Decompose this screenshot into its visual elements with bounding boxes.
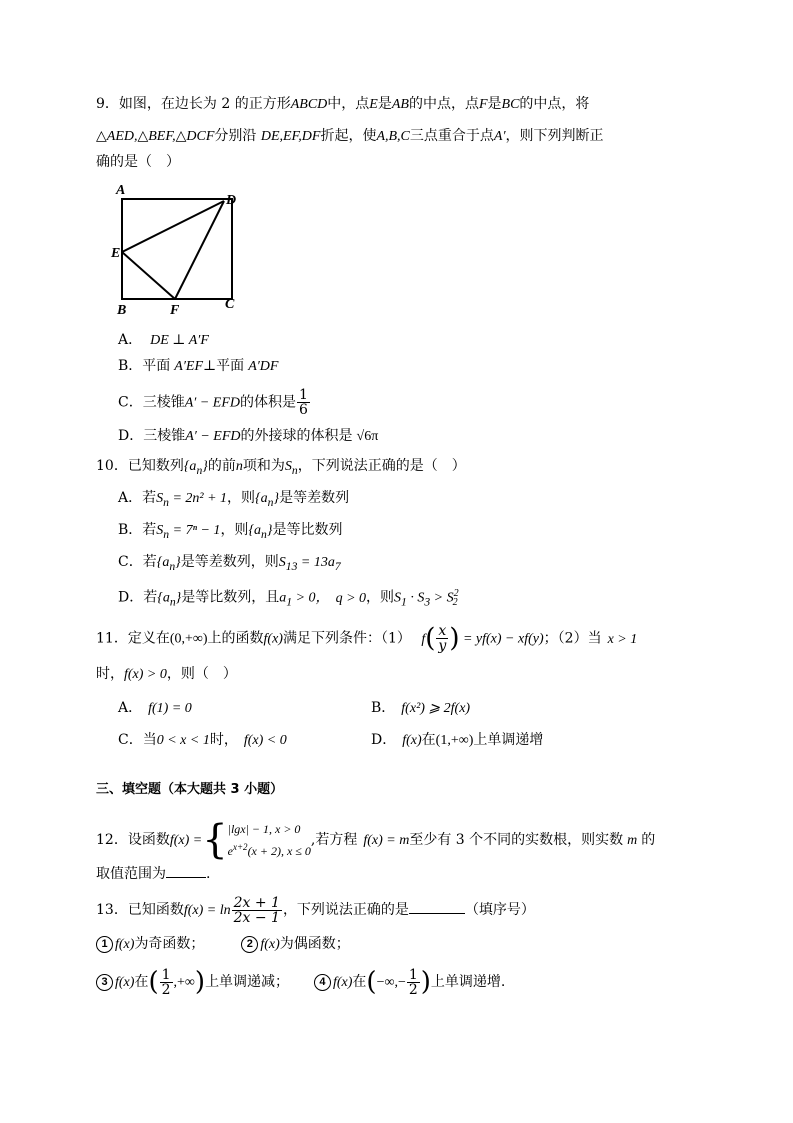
sub: 2 — [452, 597, 458, 609]
q9-text: 是 — [377, 96, 392, 112]
q13-options-row1 — [96, 934, 350, 955]
q11-interval: (0,+∞) — [169, 631, 208, 647]
q13-func: f(x) — [115, 975, 135, 990]
segment-ed — [122, 201, 224, 252]
q11-option-c — [118, 730, 287, 751]
q9-option-b — [118, 356, 278, 377]
sub: n — [163, 527, 170, 541]
q9-points: A,B,C — [376, 129, 410, 144]
square-figure — [108, 184, 248, 323]
q9-point-a-prime: A′ — [493, 129, 506, 144]
option-label: C．三棱锥 — [118, 394, 185, 411]
fraction-one-half — [160, 968, 173, 997]
q10-stem — [96, 456, 466, 481]
q11-func: f — [421, 631, 426, 647]
case-2-base: e — [227, 844, 233, 858]
q11-option-b — [371, 698, 470, 719]
answer-blank[interactable] — [409, 913, 465, 914]
fraction-one-half — [407, 968, 420, 997]
q11-text: 上的函数 — [207, 630, 264, 647]
q9-fold-lines: DE,EF,DF — [260, 129, 321, 144]
q10-text: ，下列说法正确的是（ ） — [297, 458, 466, 474]
option-label: D．若 — [118, 589, 158, 606]
option-text: 在 — [421, 732, 436, 748]
math: } — [175, 590, 182, 606]
answer-blank[interactable] — [166, 877, 206, 878]
fraction-denominator: 2x − 1 — [233, 909, 280, 926]
q10-text: 的前 — [207, 458, 236, 474]
math: > 0， — [292, 590, 330, 606]
q11-text: 满足下列条件：（1） — [282, 630, 411, 647]
paren: ( — [148, 967, 159, 997]
q9-text: 分别沿 — [214, 128, 257, 144]
q13-options-row2 — [96, 966, 505, 999]
q12-text: 取值范围为 — [96, 866, 166, 882]
math: S — [278, 555, 286, 570]
piecewise-cases — [228, 820, 311, 860]
option-math: √6π — [356, 429, 379, 444]
math: · S — [406, 590, 425, 606]
case-1: |lgx| − 1, x > 0 — [227, 822, 301, 836]
seq-close: } — [202, 459, 208, 474]
math: = 2n² + 1 — [168, 491, 228, 506]
sub: 1 — [401, 595, 407, 609]
fraction-numerator: x — [436, 624, 448, 639]
q13-text: 13．已知函数 — [96, 902, 184, 918]
q12-stem-line1 — [96, 817, 656, 863]
fraction-numerator: 2x + 1 — [233, 894, 280, 911]
option-math: f(x²) ⩾ 2f(x) — [401, 701, 471, 716]
sub: n — [169, 559, 176, 573]
fraction-numerator: 1 — [299, 387, 308, 403]
math: S — [394, 590, 402, 606]
q9-text: 9．如图，在边长为 2 的正方形 — [96, 96, 291, 112]
option-label: B． — [371, 700, 396, 716]
paren: ) — [449, 623, 460, 654]
q9-text: 三点重合于点 — [409, 128, 494, 144]
q12-func: f(x) = — [169, 833, 203, 848]
q13-text: ，下列说法正确的是 — [282, 902, 409, 918]
option-math: A′DF — [248, 359, 279, 374]
option-label: D．三棱锥 — [118, 428, 186, 444]
q13-text: （填序号） — [464, 902, 535, 918]
option-math: (1,+∞) — [435, 733, 474, 748]
q11-math: f(x) > 0 — [124, 667, 167, 682]
q9-point-e: E — [369, 97, 378, 112]
q9-text: 的中点，点 — [408, 96, 479, 112]
q10-option-c — [118, 552, 341, 577]
q9-point-f: F — [478, 97, 488, 112]
q10-option-b — [118, 520, 342, 545]
text: ，则 — [220, 522, 249, 538]
fraction-ln-arg — [232, 896, 282, 925]
circled-number-icon: 2 — [241, 936, 258, 953]
q13-func: f(x) — [260, 937, 280, 952]
option-math: f(x) — [402, 733, 422, 748]
q9-square-name: ABCD — [290, 97, 328, 112]
q9-text: 中，点 — [327, 96, 370, 112]
fraction-denominator: 2 — [408, 981, 418, 998]
q13-func: f(x) — [332, 975, 353, 990]
square-abcd — [122, 199, 232, 299]
q12-text: 的 — [641, 832, 656, 848]
q11-math: x > 1 — [607, 631, 638, 647]
q10-option-d — [118, 584, 458, 613]
option-math: DE ⊥ A′F — [150, 333, 209, 348]
q11-text: ，则（ ） — [166, 666, 237, 682]
q10-text: 10．已知数列 — [96, 458, 184, 474]
label-c: C — [225, 297, 235, 312]
text: 是等差数列 — [279, 490, 350, 506]
option-label: A． — [118, 332, 143, 348]
sub: n — [267, 495, 274, 509]
math: {a — [248, 523, 262, 538]
option-math: A′EF — [174, 359, 204, 374]
math: a — [279, 590, 287, 606]
case-2-rest: (x + 2), x ≤ 0 — [247, 844, 311, 858]
q9-triangles: △AED,△BEF,△DCF — [96, 129, 215, 144]
text: ，则 — [366, 589, 395, 606]
q12-text: 至少有 3 个不同的实数根，则实数 — [409, 832, 624, 848]
option-math: A′ − EFD — [185, 429, 241, 444]
option-label: D． — [371, 732, 397, 748]
option-text: 上单调递增 — [473, 732, 544, 748]
q13-text: 上单调递增. — [430, 974, 506, 990]
math: } — [273, 491, 280, 506]
q9-segment-ab: AB — [391, 97, 409, 112]
math: {a — [156, 555, 170, 570]
q13-text: 在 — [352, 974, 367, 990]
q9-text: 折起，使 — [320, 128, 377, 144]
fraction-x-over-y — [436, 624, 448, 653]
option-label: C．当 — [118, 732, 157, 748]
q13-func: f(x) = ln — [183, 903, 231, 918]
fraction-denominator: 2 — [161, 981, 171, 998]
option-math: f(x) < 0 — [243, 733, 287, 748]
q12-text: 12．设函数 — [96, 832, 170, 848]
q11-text: 时， — [96, 666, 124, 682]
case-2 — [228, 838, 311, 860]
q9-option-c — [118, 388, 311, 417]
sub: n — [163, 495, 169, 509]
q13-text: 在 — [134, 974, 149, 990]
sub: 7 — [334, 559, 341, 573]
q9-line1 — [96, 94, 589, 115]
option-text: 的体积是 — [240, 394, 296, 411]
option-label: C．若 — [118, 554, 157, 570]
q13-text: 为奇函数； — [134, 936, 205, 952]
piecewise-brace: { — [202, 817, 228, 863]
option-math: A′ − EFD — [184, 395, 240, 411]
seq-sub: n — [196, 463, 203, 477]
q11-text: 11．定义在 — [96, 630, 170, 647]
q12-text: . — [206, 866, 211, 882]
math: S — [156, 523, 164, 538]
sub: 1 — [286, 595, 293, 609]
fraction-one-sixth — [297, 388, 310, 417]
label-a: A — [116, 184, 126, 198]
option-label: B．平面 — [118, 358, 171, 374]
paren: ) — [420, 967, 431, 997]
var-s: S — [284, 459, 292, 474]
q9-text: ，则下列判断正 — [505, 128, 604, 144]
q11-text: ；（2）当 — [543, 630, 602, 647]
q13-math: −∞,− — [376, 975, 406, 990]
paren: ( — [425, 623, 436, 654]
q9-line2 — [96, 126, 604, 147]
sub: 3 — [424, 595, 431, 609]
q13-text: 上单调递减； — [205, 974, 290, 990]
math: = 13a — [297, 555, 335, 570]
text: ，则 — [227, 490, 256, 506]
case-2-exp: x+2 — [232, 842, 248, 852]
math: > S — [430, 590, 454, 606]
q11-stem-line2 — [96, 664, 237, 685]
sub: n — [261, 527, 267, 541]
option-text: ⊥平面 — [203, 358, 245, 374]
paren: ( — [366, 967, 377, 997]
q11-option-a — [118, 698, 192, 719]
label-e: E — [111, 246, 121, 261]
q11-stem-line1 — [96, 624, 637, 653]
q9-segment-bc: BC — [501, 97, 520, 112]
math: } — [266, 523, 273, 538]
q9-line3: 确的是（ ） — [96, 154, 180, 170]
option-math: f(1) = 0 — [148, 701, 192, 716]
var-s-sub: n — [291, 463, 298, 477]
q9-text: 是 — [487, 96, 502, 112]
text: 是等差数列，则 — [180, 554, 279, 570]
paren: ) — [194, 967, 206, 997]
q9-text: 的中点，将 — [519, 96, 590, 112]
label-b: B — [117, 303, 127, 318]
fraction-numerator: 1 — [408, 966, 418, 983]
q10-text: 项和为 — [242, 458, 285, 474]
q11-math: = yf(x) − xf(y) — [459, 631, 544, 647]
option-label: A．若 — [118, 490, 157, 506]
q13-math: ,+∞ — [173, 975, 195, 990]
q12-math: f(x) = m — [363, 833, 410, 848]
q12-stem-line2 — [96, 864, 210, 884]
fraction-denominator: 6 — [299, 402, 308, 418]
circled-number-icon: 4 — [314, 974, 331, 991]
q13-func: f(x) — [115, 937, 135, 952]
math: q > 0 — [335, 590, 367, 606]
math: {a — [157, 590, 170, 606]
q12-var-m: m — [627, 833, 638, 848]
option-label: B．若 — [118, 522, 157, 538]
math: = 7ⁿ − 1 — [169, 523, 221, 538]
option-text: 时， — [209, 732, 238, 748]
segment-fd — [175, 201, 224, 299]
q9-option-a — [118, 330, 209, 351]
math: S — [156, 491, 164, 506]
q9-option-d — [118, 426, 378, 447]
label-f: F — [170, 303, 180, 318]
sub: n — [169, 595, 176, 609]
segment-ef — [122, 252, 175, 299]
sub: 13 — [285, 559, 298, 573]
section-heading: 三、填空题（本大题共 3 小题） — [96, 782, 284, 797]
q12-text: ,若方程 — [310, 832, 358, 848]
option-label: A． — [118, 700, 143, 716]
q13-text: 为偶函数； — [279, 936, 350, 952]
text: 是等比数列，且 — [181, 589, 280, 606]
label-d: D — [226, 193, 237, 208]
q10-option-a — [118, 488, 349, 513]
var-n: n — [235, 459, 243, 474]
fraction-denominator: y — [438, 638, 447, 654]
q13-stem — [96, 894, 535, 927]
square-diagram — [108, 184, 248, 319]
math: {a — [255, 491, 268, 506]
sup: 2 — [453, 588, 459, 599]
circled-number-icon: 3 — [96, 974, 113, 991]
q11-func: f(x) — [263, 631, 283, 647]
seq-open: {a — [183, 459, 197, 474]
circled-number-icon: 1 — [96, 936, 113, 953]
fraction-numerator: 1 — [161, 966, 171, 983]
math: } — [175, 555, 181, 570]
text: 是等比数列 — [272, 522, 343, 538]
q11-option-d — [371, 730, 543, 751]
option-text: 的外接球的体积是 — [240, 428, 353, 444]
option-math: 0 < x < 1 — [156, 733, 210, 748]
